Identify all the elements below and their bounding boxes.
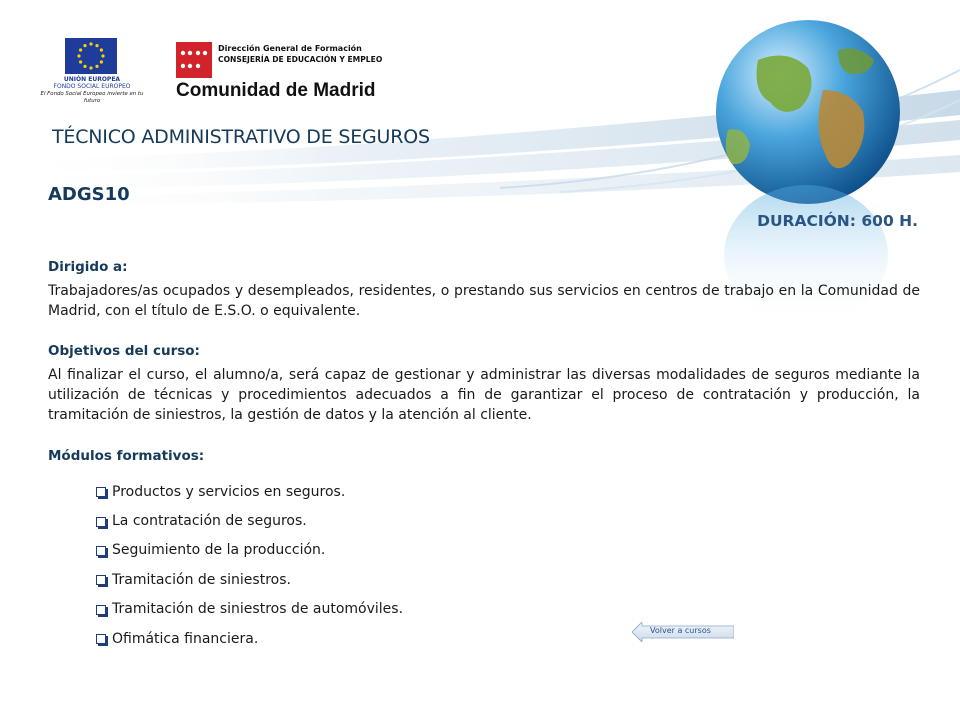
modulos-heading: Módulos formativos:	[48, 448, 205, 464]
dirigido-text: Trabajadores/as ocupados y desempleados, residentes, o prestando sus servicios en centros de trabajo en la Comunidad de Madrid, con el título de E.S.O. o equivalente.	[48, 283, 920, 319]
list-item	[96, 624, 403, 653]
list-item	[96, 506, 403, 535]
list-item	[96, 565, 403, 594]
eu-flag-icon	[65, 38, 117, 74]
objetivos-text: Al finalizar el curso, el alumno/a, será capaz de gestionar y administrar las diversas modalidades de seguros mediante la utilización de técnicas y procedimientos adecuados a fin de garantizar el proceso de contratación y producción, la tramitación de siniestros, la gestión de datos y la atención al cliente.	[48, 367, 920, 423]
checkbox-bullet-icon	[96, 634, 106, 644]
eu-logo-line1: UNIÓN EUROPEA	[63, 76, 121, 83]
checkbox-bullet-icon	[96, 517, 106, 527]
madrid-logo-line1: Dirección General de Formación	[218, 44, 362, 53]
module-label: Tramitación de siniestros de automóviles.	[112, 601, 404, 618]
back-to-courses-button[interactable]	[632, 622, 734, 642]
objetivos-heading: Objetivos del curso:	[48, 343, 200, 359]
madrid-logo-line2: CONSEJERÍA DE EDUCACIÓN Y EMPLEO	[218, 55, 383, 64]
comunidad-madrid-logo	[176, 42, 396, 106]
module-label: Tramitación de siniestros.	[112, 571, 291, 588]
module-label: Ofimática financiera.	[112, 630, 259, 647]
madrid-logo-line3: Comunidad de Madrid	[176, 80, 376, 101]
checkbox-bullet-icon	[96, 487, 106, 497]
dirigido-heading: Dirigido a:	[48, 259, 128, 275]
module-label: Productos y servicios en seguros.	[112, 483, 346, 500]
module-label: La contratación de seguros.	[112, 513, 307, 530]
module-label: Seguimiento de la producción.	[112, 542, 326, 559]
madrid-stars-icon	[176, 42, 212, 78]
back-to-courses-label: Volver a cursos	[650, 626, 711, 635]
eu-logo	[32, 38, 152, 108]
eu-logo-line2: FONDO SOCIAL EUROPEO	[53, 83, 131, 90]
list-item	[96, 477, 403, 506]
course-code: ADGS10	[48, 184, 130, 205]
checkbox-bullet-icon	[96, 605, 106, 615]
eu-logo-line3: El Fondo Social Europeo invierte en tu futuro	[40, 91, 144, 104]
checkbox-bullet-icon	[96, 575, 106, 585]
course-title: TÉCNICO ADMINISTRATIVO DE SEGUROS	[52, 126, 430, 148]
checkbox-bullet-icon	[96, 546, 106, 556]
list-item	[96, 595, 403, 624]
modules-list	[96, 477, 403, 653]
course-duration: DURACIÓN: 600 H.	[757, 212, 918, 230]
list-item	[96, 536, 403, 565]
